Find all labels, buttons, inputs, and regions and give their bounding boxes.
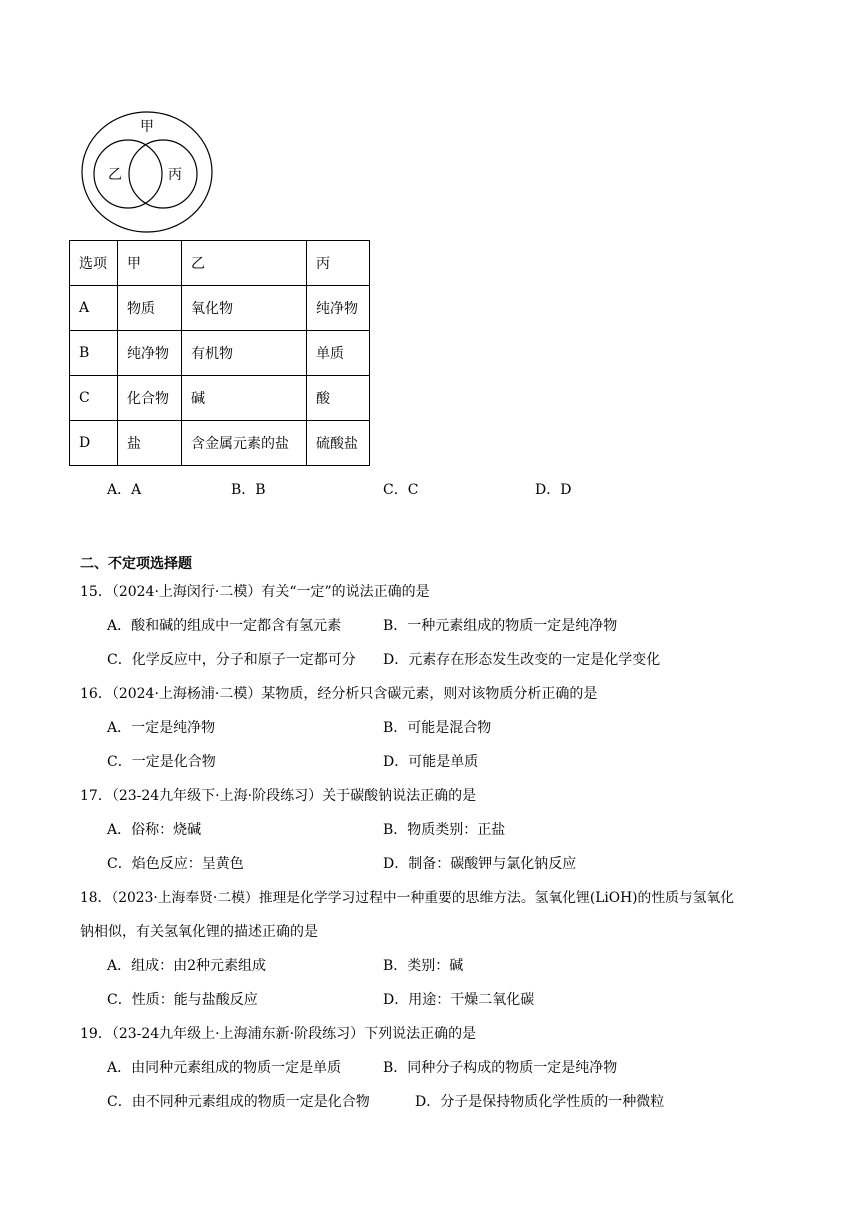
q14-choice-d: D．D (535, 482, 572, 498)
q17-choice-b: B．物质类别：正盐 (383, 822, 506, 838)
table-cell: 含金属元素的盐 (182, 421, 307, 466)
table-row (70, 286, 370, 331)
q14-choice-b: B．B (231, 482, 266, 498)
q18-choice-c: C．性质：能与盐酸反应 (107, 992, 258, 1008)
table-cell: D (70, 421, 118, 466)
q17-choice-a: A．俗称：烧碱 (107, 822, 202, 838)
table-cell: 有机物 (182, 331, 307, 376)
table-row (70, 376, 370, 421)
question-19-stem: 19．（23-24九年级上·上海浦东新·阶段练习）下列说法正确的是 (80, 1026, 477, 1042)
table-cell: 盐 (118, 421, 182, 466)
table-cell: 单质 (307, 331, 370, 376)
q15-choice-d: D．元素存在形态发生改变的一定是化学变化 (383, 652, 661, 668)
question-18-stem: 18．（2023·上海奉贤·二模）推理是化学学习过程中一种重要的思维方法。氢氧化锂(LiOH)的性质与氢氧化 (80, 890, 735, 906)
q14-choice-c: C．C (383, 482, 419, 498)
q17-choice-c: C．焰色反应：呈黄色 (107, 856, 244, 872)
q19-choice-c: C．由不同种元素组成的物质一定是化合物 (107, 1094, 370, 1110)
table-cell: 碱 (182, 376, 307, 421)
q16-choice-d: D．可能是单质 (383, 754, 479, 770)
table-cell: C (70, 376, 118, 421)
table-cell: 物质 (118, 286, 182, 331)
q17-choice-d: D．制备：碳酸钾与氯化钠反应 (383, 856, 577, 872)
table-cell: 丙 (307, 241, 370, 286)
q19-choice-d: D．分子是保持物质化学性质的一种微粒 (415, 1094, 665, 1110)
question-16-stem: 16．（2024·上海杨浦·二模）某物质，经分析只含碳元素，则对该物质分析正确的是 (80, 686, 598, 702)
q14-choice-a: A．A (107, 482, 142, 498)
q19-choice-a: A．由同种元素组成的物质一定是单质 (107, 1060, 342, 1076)
question-18-stem-cont: 钠相似，有关氢氧化锂的描述正确的是 (80, 924, 318, 940)
table-cell: 纯净物 (118, 331, 182, 376)
q19-choice-b: B．同种分子构成的物质一定是纯净物 (383, 1060, 618, 1076)
table-cell: 化合物 (118, 376, 182, 421)
question-15-stem: 15．（2024·上海闵行·二模）有关“一定”的说法正确的是 (80, 584, 430, 600)
table-cell: 甲 (118, 241, 182, 286)
table-cell: 酸 (307, 376, 370, 421)
question-17-stem: 17．（23-24九年级下·上海·阶段练习）关于碳酸钠说法正确的是 (80, 788, 477, 804)
venn-label-outer: 甲 (140, 119, 154, 135)
table-cell: 氧化物 (182, 286, 307, 331)
table-cell: 乙 (182, 241, 307, 286)
table-cell: 硫酸盐 (307, 421, 370, 466)
table-cell: 选项 (70, 241, 118, 286)
q16-choice-c: C．一定是化合物 (107, 754, 216, 770)
options-table (69, 240, 370, 466)
table-row (70, 331, 370, 376)
section-title: 二、不定项选择题 (80, 556, 192, 572)
table-row (70, 421, 370, 466)
q18-choice-d: D．用途：干燥二氧化碳 (383, 992, 535, 1008)
venn-label-left: 乙 (108, 167, 122, 183)
q18-choice-b: B．类别：碱 (383, 958, 464, 974)
q15-choice-c: C．化学反应中，分子和原子一定都可分 (107, 652, 356, 668)
table-cell: 纯净物 (307, 286, 370, 331)
table-header-row (70, 241, 370, 286)
table-cell: B (70, 331, 118, 376)
venn-label-right: 丙 (168, 167, 182, 183)
table-cell: A (70, 286, 118, 331)
q15-choice-b: B．一种元素组成的物质一定是纯净物 (383, 618, 618, 634)
q18-choice-a: A．组成：由2种元素组成 (107, 958, 267, 974)
venn-diagram (80, 110, 214, 234)
q16-choice-a: A．一定是纯净物 (107, 720, 216, 736)
q16-choice-b: B．可能是混合物 (383, 720, 492, 736)
q15-choice-a: A．酸和碱的组成中一定都含有氢元素 (107, 618, 342, 634)
